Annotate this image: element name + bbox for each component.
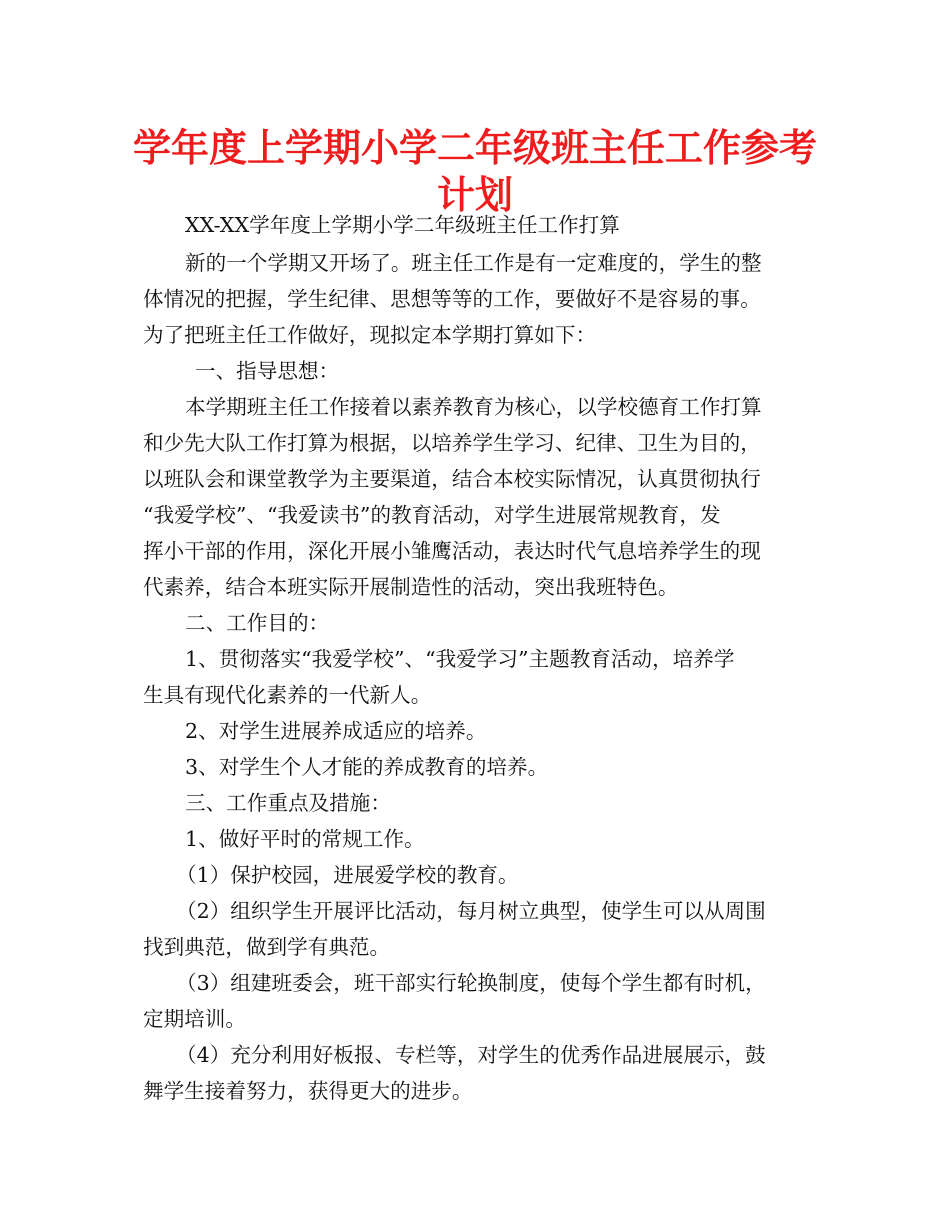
document-title-line-2: 计划: [436, 173, 513, 217]
paragraph-line: 以班队会和课堂教学为主要渠道，结合本校实际情况，认真贯彻执行: [143, 467, 761, 491]
sub-item-line: 找到典范，做到学有典范。: [143, 935, 391, 959]
sub-item-line: （4）充分利用好板报、专栏等，对学生的优秀作品进展展示，鼓: [176, 1043, 766, 1067]
sub-item-line: 舞学生接着努力，获得更大的进步。: [143, 1079, 473, 1103]
list-item-line: 1、贯彻落实“我爱学校”、“我爱学习”主题教育活动，培养学: [185, 647, 735, 671]
paragraph-line: 新的一个学期又开场了。班主任工作是有一定难度的，学生的整: [185, 251, 762, 275]
paragraph-line: “我爱学校”、“我爱读书”的教育活动，对学生进展常规教育，发: [143, 503, 721, 527]
list-item-line: 生具有现代化素养的一代新人。: [143, 683, 432, 707]
paragraph-line: 体情况的把握，学生纪律、思想等等的工作，要做好不是容易的事。: [143, 287, 761, 311]
subtitle-line: XX-XX学年度上学期小学二年级班主任工作打算: [185, 213, 620, 237]
paragraph-line: 挥小干部的作用，深化开展小雏鹰活动，表达时代气息培养学生的现: [143, 539, 761, 563]
paragraph-line: 代素养，结合本班实际开展制造性的活动，突出我班特色。: [143, 575, 679, 599]
section-heading: 一、指导思想：: [195, 359, 340, 383]
list-item-line: 2、对学生进展养成适应的培养。: [185, 719, 487, 743]
list-item-line: 1、做好平时的常规工作。: [185, 827, 425, 851]
document-title-line-1: 学年度上学期小学二年级班主任工作参考: [132, 126, 817, 170]
document-body: [143, 207, 815, 1109]
sub-item-line: （3）组建班委会，班干部实行轮换制度，使每个学生都有时机，: [176, 971, 766, 995]
section-heading: 三、工作重点及措施：: [185, 791, 391, 815]
list-item-line: 3、对学生个人才能的养成教育的培养。: [185, 755, 549, 779]
sub-item-line: （1）保护校园，进展爱学校的教育。: [176, 863, 519, 887]
sub-item-line: 定期培训。: [143, 1007, 246, 1031]
paragraph-line: 本学期班主任工作接着以素养教育为核心，以学校德育工作打算: [185, 395, 762, 419]
paragraph-line: 为了把班主任工作做好，现拟定本学期打算如下：: [143, 323, 597, 347]
sub-item-line: （2）组织学生开展评比活动，每月树立典型，使学生可以从周围: [176, 899, 766, 923]
section-heading: 二、工作目的：: [185, 611, 330, 635]
paragraph-line: 和少先大队工作打算为根据，以培养学生学习、纪律、卫生为目的，: [143, 431, 761, 455]
